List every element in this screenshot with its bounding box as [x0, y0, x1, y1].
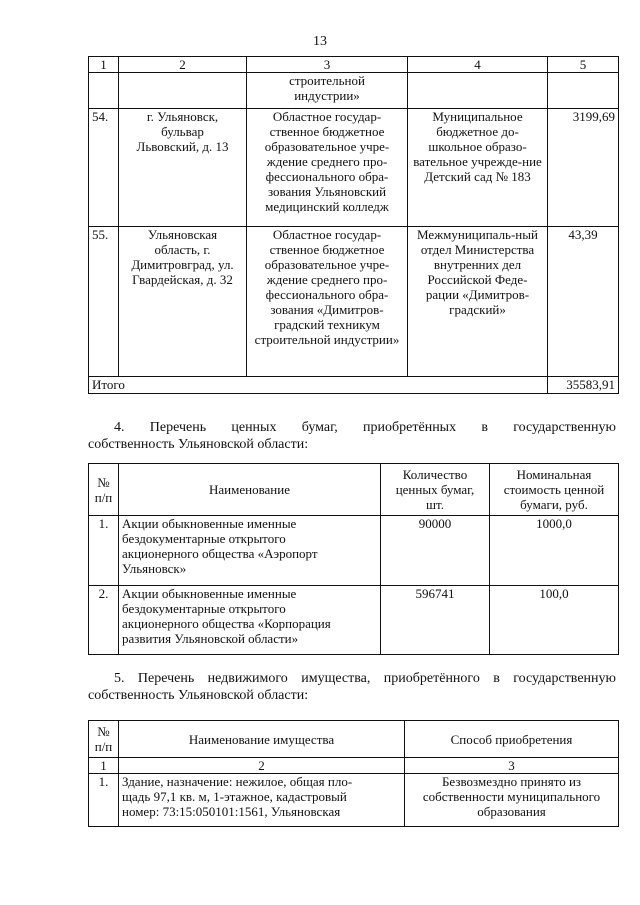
col-number-2: 2: [119, 57, 247, 73]
real-estate-table: [88, 720, 619, 827]
section-5-title-line2: собственность Ульяновской области:: [88, 688, 309, 703]
from-org-cell: Областное государ-ственное бюджетное образовательное учре-ждение среднего про-фессионального обра-зования «Димитров-градский техникум строительной индустрии»: [247, 227, 408, 377]
section-5-title: [88, 670, 616, 704]
table-row: [89, 109, 619, 227]
col-number-3: 3: [405, 758, 619, 774]
security-name: Акции обыкновенные именные бездокументарные открытого акционерного общества «Аэропорт Ульяновск»: [119, 516, 381, 586]
security-nominal: 100,0: [490, 586, 619, 655]
header-num: № п/п: [89, 464, 119, 516]
table-row: [89, 586, 619, 655]
header-row: [89, 464, 619, 516]
section-5-title-line1: 5. Перечень недвижимого имущества, приобретённого в государственную: [114, 671, 616, 686]
header-row: [89, 721, 619, 758]
row-number: 1.: [89, 774, 119, 827]
col-number-1: 1: [89, 57, 119, 73]
section-4-title-line2: собственность Ульяновской области:: [88, 437, 309, 452]
continued-cell: строительной индустрии»: [247, 73, 408, 109]
to-org-cell: Межмуниципаль-ный отдел Министерства внутренних дел Российской Феде-рации «Димитров-градский»: [408, 227, 548, 377]
security-nominal: 1000,0: [490, 516, 619, 586]
col-number-1: 1: [89, 758, 119, 774]
header-nominal: Номинальная стоимость ценной бумаги, руб.: [490, 464, 619, 516]
row-number: 2.: [89, 586, 119, 655]
total-value: 35583,91: [548, 377, 619, 394]
row-number: 1.: [89, 516, 119, 586]
securities-table: [88, 463, 619, 655]
header-name: Наименование имущества: [119, 721, 405, 758]
total-label: Итого: [89, 377, 548, 394]
security-name: Акции обыкновенные именные бездокументарные открытого акционерного общества «Корпорация развития Ульяновской области»: [119, 586, 381, 655]
table-row: [89, 227, 619, 377]
property-name-line2: щадь 97,1 кв. м, 1-этажное, кадастровый: [122, 789, 347, 804]
section-4-title-line1: 4. Перечень ценных бумаг, приобретённых в государственную: [114, 420, 616, 435]
sum-cell: 43,39: [548, 227, 619, 377]
total-row: [89, 377, 619, 394]
property-name: [119, 774, 405, 827]
header-method: Способ приобретения: [405, 721, 619, 758]
col-number-2: 2: [119, 758, 405, 774]
header-qty: Количество ценных бумаг, шт.: [381, 464, 490, 516]
col-number-5: 5: [548, 57, 619, 73]
col-number-4: 4: [408, 57, 548, 73]
property-transfer-table: [88, 56, 619, 394]
table-row-continued: [89, 73, 619, 109]
table-row: [89, 516, 619, 586]
address-cell: Ульяновская область, г. Димитровград, ул. Гвардейская, д. 32: [119, 227, 247, 377]
table-row: [89, 774, 619, 827]
address-cell: г. Ульяновск, бульвар Львовский, д. 13: [119, 109, 247, 227]
security-qty: 90000: [381, 516, 490, 586]
to-org-cell: Муниципальное бюджетное до-школьное образо-вательное учрежде-ние Детский сад № 183: [408, 109, 548, 227]
header-num: № п/п: [89, 721, 119, 758]
property-name-line1: Здание, назначение: нежилое, общая пло-: [122, 774, 353, 789]
section-4-title: [88, 419, 616, 453]
page-number: 13: [313, 34, 327, 49]
security-qty: 596741: [381, 586, 490, 655]
property-name-line3: номер: 73:15:050101:1561, Ульяновская: [122, 804, 341, 819]
from-org-cell: Областное государ-ственное бюджетное образовательное учре-ждение среднего про-фессионального обра-зования Ульяновский медицинский колледж: [247, 109, 408, 227]
header-name: Наименование: [119, 464, 381, 516]
column-numbers-row: [89, 758, 619, 774]
col-number-3: 3: [247, 57, 408, 73]
column-numbers-row: [89, 57, 619, 73]
row-number: 54.: [89, 109, 119, 227]
acquisition-method: Безвозмездно принято из собственности муниципального образования: [405, 774, 619, 827]
sum-cell: 3199,69: [548, 109, 619, 227]
row-number: 55.: [89, 227, 119, 377]
